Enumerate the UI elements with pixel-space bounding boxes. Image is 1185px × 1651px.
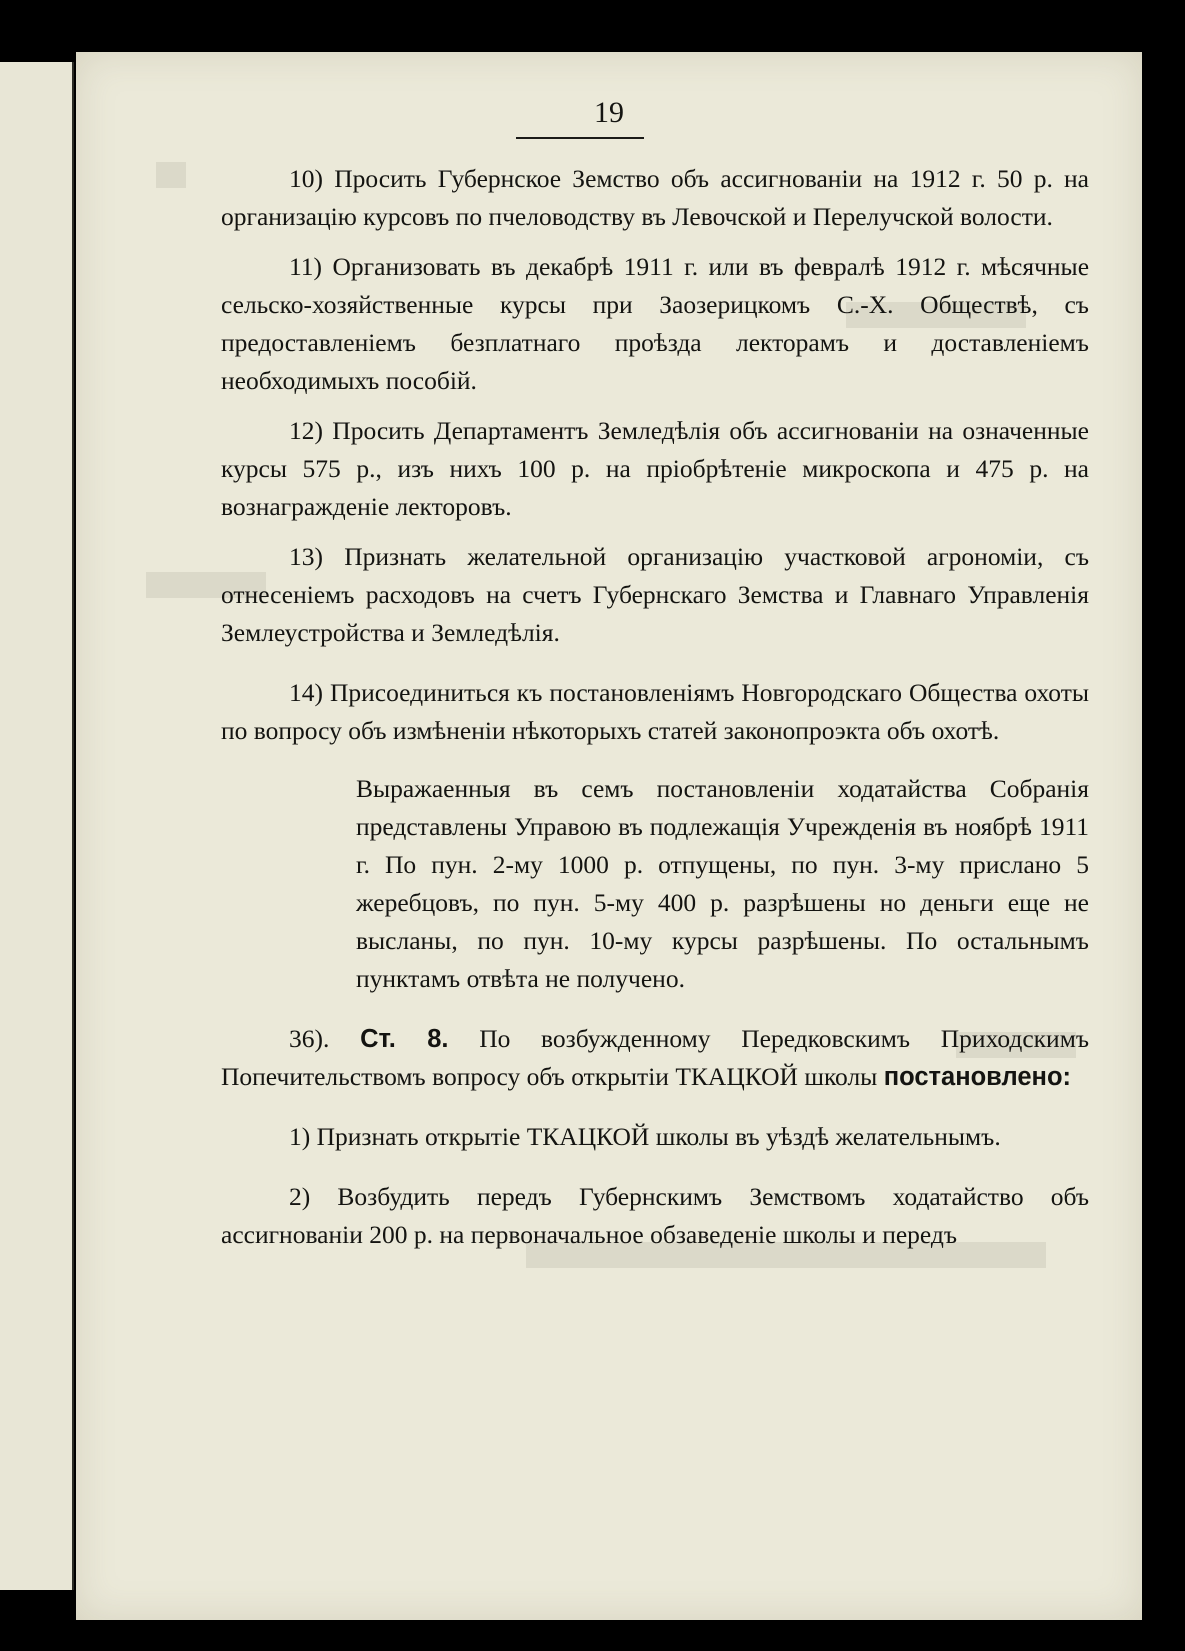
item-10: 10) Просить Губернское Земство объ ассигнованіи на 1912 г. 50 р. на организацію курсовъ по пчеловодству въ Левочской и Перелучской волости. [221, 164, 1090, 231]
item-13: 13) Признать желательной организацію участковой агрономіи, съ отнесеніемъ расходовъ на счетъ Губернскаго Земства и Главнаго Управленія Землеустройства и Земледѣлія. [221, 542, 1090, 647]
main-text [221, 160, 1089, 1266]
execution-note: Выражаенныя въ семъ постановленіи ходатайства Собранія представлены Управою въ подлежащія Учрежденія въ ноябрѣ 1911 г. По пун. 2-му 1000 р. отпущены, по пун. 3-му прислано 5 жеребцовъ, по пун. 5-му 400 р. разрѣшены но деньги еще не высланы, по пун. 10-му курсы разрѣшены. По остальнымъ пунктамъ отвѣта не получено. [356, 774, 1089, 993]
resolution-2: 2) Возбудить передъ Губернскимъ Земствомъ ходатайство объ ассигнованіи 200 р. на первоначальное обзаведеніе школы и передъ [221, 1182, 1090, 1249]
item-11: 11) Организовать въ декабрѣ 1911 г. или въ февралѣ 1912 г. мѣсячные сельско-хозяйственные курсы при Заозерицкомъ С.-Х. Обществѣ, съ предоставленіемъ безплатнаго проѣзда лекторамъ и доставленіемъ необходимыхъ пособій. [221, 252, 1090, 395]
header-rule [516, 137, 644, 139]
item-12: 12) Просить Департаментъ Земледѣлія объ ассигнованіи на означенные курсы 575 р., изъ нихъ 100 р. на пріобрѣтеніе микроскопа и 475 р. на вознагражденіе лекторовъ. [221, 416, 1089, 521]
resolution-1: 1) Признать открытіе ТКАЦКОЙ школы въ уѣздѣ желательнымъ. [289, 1122, 1001, 1151]
section-heading: 36). Ст. 8. По возбужденному Передковскимъ Приходскимъ Попечительствомъ вопросу объ открытіи ТКАЦКОЙ школы постановлено: [221, 1024, 1090, 1091]
book-page [76, 52, 1142, 1620]
page-number: 19 [594, 96, 624, 129]
adjacent-page-edge [0, 62, 74, 1590]
item-14: 14) Присоединиться къ постановленіямъ Новгородскаго Общества охоты по вопросу объ измѣненіи нѣкоторыхъ статей законопроэкта объ охотѣ. [221, 678, 1090, 745]
